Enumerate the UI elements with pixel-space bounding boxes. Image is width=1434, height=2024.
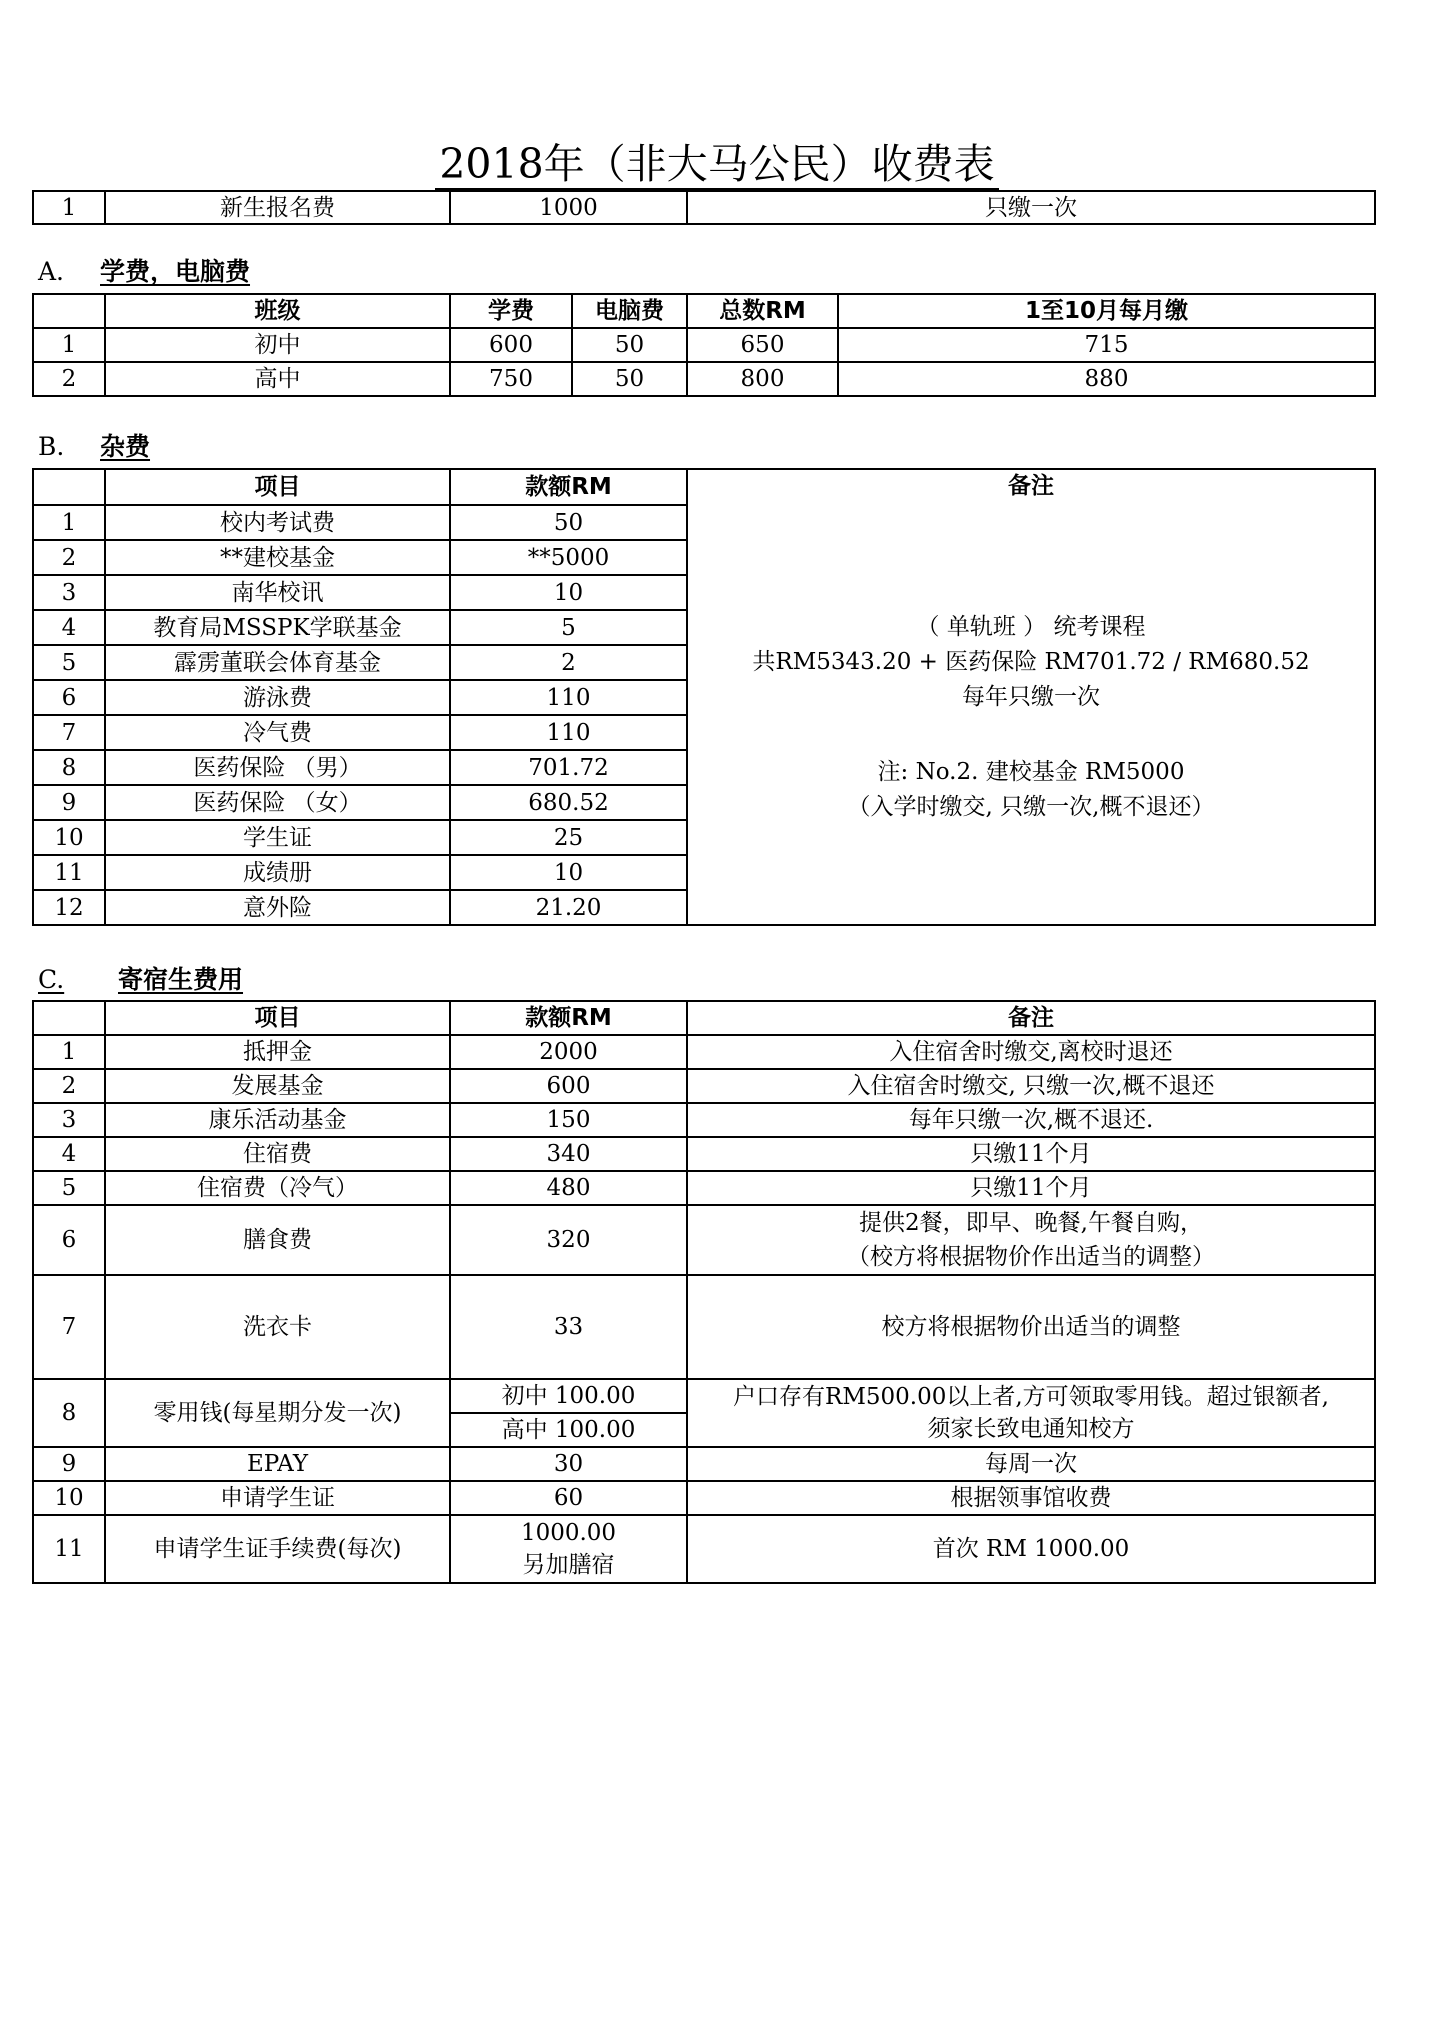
tuition-cell: 750 (450, 362, 572, 396)
row-number: 9 (33, 1447, 105, 1481)
table-row (33, 1069, 1375, 1103)
amount-cell: 2 (450, 645, 687, 680)
remark-line: 注: No.2. 建校基金 RM5000 (877, 759, 1185, 785)
remark-cell: 每周一次 (687, 1447, 1375, 1481)
item-cell: 冷气费 (105, 715, 450, 750)
remark-cell: 根据领事馆收费 (687, 1481, 1375, 1515)
item-cell: 洗衣卡 (105, 1275, 450, 1379)
tuition-table (32, 293, 1376, 397)
table-header-row (33, 1001, 1375, 1035)
row-number: 5 (33, 1171, 105, 1205)
item-cell: 成绩册 (105, 855, 450, 890)
remark-cell: 只缴11个月 (687, 1171, 1375, 1205)
amount-cell: 1000 (450, 191, 687, 224)
table-row (33, 191, 1375, 224)
column-header: 班级 (105, 294, 450, 328)
table-header-row (33, 469, 1375, 505)
row-number: 11 (33, 855, 105, 890)
item-cell: 霹雳董联会体育基金 (105, 645, 450, 680)
amount-cell: 480 (450, 1171, 687, 1205)
amount-cell: 600 (450, 1069, 687, 1103)
column-header: 1至10月每月缴 (838, 294, 1375, 328)
amount-cell: 680.52 (450, 785, 687, 820)
amount-cell: 初中 100.00 高中 100.00 (450, 1379, 687, 1447)
column-header: 备注 (1008, 473, 1054, 499)
row-number: 1 (33, 505, 105, 540)
table-row (33, 1447, 1375, 1481)
amount-cell: 1000.00 另加膳宿 (450, 1515, 687, 1583)
item-cell: **建校基金 (105, 540, 450, 575)
row-number: 5 (33, 645, 105, 680)
monthly-cell: 880 (838, 362, 1375, 396)
item-cell: 申请学生证 (105, 1481, 450, 1515)
row-number: 11 (33, 1515, 105, 1583)
row-number: 2 (33, 540, 105, 575)
item-cell: 新生报名费 (105, 191, 450, 224)
item-cell: 南华校讯 (105, 575, 450, 610)
table-row (33, 1379, 1375, 1447)
registration-table (32, 190, 1376, 225)
remark-cell: 校方将根据物价出适当的调整 (687, 1275, 1375, 1379)
amount-cell: 21.20 (450, 890, 687, 925)
amount-cell: 150 (450, 1103, 687, 1137)
section-b-heading: B. 杂费 (38, 432, 151, 461)
amount-cell: 33 (450, 1275, 687, 1379)
item-cell: 零用钱(每星期分发一次) (105, 1379, 450, 1447)
item-cell: 医药保险 （女） (105, 785, 450, 820)
remark-line: （ 单轨班 ） 统考课程 (916, 614, 1146, 640)
table-row (33, 1205, 1375, 1275)
amount-cell: 5 (450, 610, 687, 645)
amount-cell: 10 (450, 855, 687, 890)
total-cell: 650 (687, 328, 838, 362)
item-cell: 康乐活动基金 (105, 1103, 450, 1137)
table-header-row (33, 294, 1375, 328)
monthly-cell: 715 (838, 328, 1375, 362)
column-header: 电脑费 (572, 294, 687, 328)
item-cell: 申请学生证手续费(每次) (105, 1515, 450, 1583)
item-cell: 游泳费 (105, 680, 450, 715)
section-c-heading: C. 寄宿生费用 (38, 965, 244, 994)
boarding-fees-table (32, 1000, 1376, 1584)
row-number: 1 (33, 328, 105, 362)
column-header: 学费 (450, 294, 572, 328)
column-header: 项目 (105, 1001, 450, 1035)
column-header: 款额RM (450, 1001, 687, 1035)
row-number: 10 (33, 1481, 105, 1515)
section-a-heading: A. 学费，电脑费 (38, 257, 251, 286)
table-row (33, 1137, 1375, 1171)
column-header: 项目 (105, 469, 450, 505)
table-row (33, 362, 1375, 396)
level-cell: 初中 (105, 328, 450, 362)
row-number: 8 (33, 750, 105, 785)
table-row (33, 328, 1375, 362)
note-cell: 只缴一次 (687, 191, 1375, 224)
item-cell: 医药保险 （男） (105, 750, 450, 785)
table-row (33, 1481, 1375, 1515)
amount-cell: 25 (450, 820, 687, 855)
remark-cell: 每年只缴一次,概不退还. (687, 1103, 1375, 1137)
item-cell: 膳食费 (105, 1205, 450, 1275)
column-header: 备注 (687, 1001, 1375, 1035)
row-number: 10 (33, 820, 105, 855)
amount-cell: 110 (450, 680, 687, 715)
table-row (33, 1035, 1375, 1069)
row-number: 4 (33, 610, 105, 645)
row-number: 2 (33, 1069, 105, 1103)
table-row (33, 1171, 1375, 1205)
row-number: 3 (33, 575, 105, 610)
table-row (33, 1515, 1375, 1583)
item-cell: 意外险 (105, 890, 450, 925)
remark-line: 每年只缴一次 (962, 684, 1100, 710)
remark-cell: 提供2餐，即早、晚餐,午餐自购， （校方将根据物价作出适当的调整） (687, 1205, 1375, 1275)
amount-cell: 110 (450, 715, 687, 750)
remark-cell: 入住宿舍时缴交,离校时退还 (687, 1035, 1375, 1069)
page-title: 2018年（非大马公民）收费表 (0, 138, 1434, 190)
row-number: 4 (33, 1137, 105, 1171)
amount-cell: 10 (450, 575, 687, 610)
row-number: 7 (33, 1275, 105, 1379)
remark-cell: 户口存有RM500.00以上者,方可领取零用钱。超过银额者, 须家长致电通知校方 (687, 1379, 1375, 1447)
item-cell: 住宿费（冷气） (105, 1171, 450, 1205)
remark-cell: 首次 RM 1000.00 (687, 1515, 1375, 1583)
level-cell: 高中 (105, 362, 450, 396)
item-cell: EPAY (105, 1447, 450, 1481)
amount-cell: 30 (450, 1447, 687, 1481)
item-cell: 抵押金 (105, 1035, 450, 1069)
amount-cell: 340 (450, 1137, 687, 1171)
amount-cell: 50 (450, 505, 687, 540)
row-number: 1 (33, 1035, 105, 1069)
misc-fees-table (32, 468, 1376, 926)
computer-fee-cell: 50 (572, 362, 687, 396)
item-cell: 校内考试费 (105, 505, 450, 540)
row-number: 8 (33, 1379, 105, 1447)
item-cell: 学生证 (105, 820, 450, 855)
table-row (33, 1103, 1375, 1137)
row-number: 2 (33, 362, 105, 396)
amount-cell: 701.72 (450, 750, 687, 785)
item-cell: 住宿费 (105, 1137, 450, 1171)
computer-fee-cell: 50 (572, 328, 687, 362)
row-number: 6 (33, 1205, 105, 1275)
row-number: 7 (33, 715, 105, 750)
amount-cell: **5000 (450, 540, 687, 575)
column-header: 总数RM (687, 294, 838, 328)
row-number: 12 (33, 890, 105, 925)
row-number: 6 (33, 680, 105, 715)
item-cell: 发展基金 (105, 1069, 450, 1103)
remark-line: （入学时缴交, 只缴一次,概不退还） (847, 794, 1215, 820)
column-header: 款额RM (450, 469, 687, 505)
amount-cell: 60 (450, 1481, 687, 1515)
total-cell: 800 (687, 362, 838, 396)
amount-cell: 320 (450, 1205, 687, 1275)
remark-cell: 只缴11个月 (687, 1137, 1375, 1171)
row-number: 3 (33, 1103, 105, 1137)
remark-block (687, 469, 1375, 925)
amount-cell: 2000 (450, 1035, 687, 1069)
row-number: 1 (33, 191, 105, 224)
item-cell: 教育局MSSPK学联基金 (105, 610, 450, 645)
remark-line: 共RM5343.20 + 医药保险 RM701.72 / RM680.52 (752, 649, 1310, 675)
remark-cell: 入住宿舍时缴交, 只缴一次,概不退还 (687, 1069, 1375, 1103)
table-row (33, 1275, 1375, 1379)
tuition-cell: 600 (450, 328, 572, 362)
row-number: 9 (33, 785, 105, 820)
